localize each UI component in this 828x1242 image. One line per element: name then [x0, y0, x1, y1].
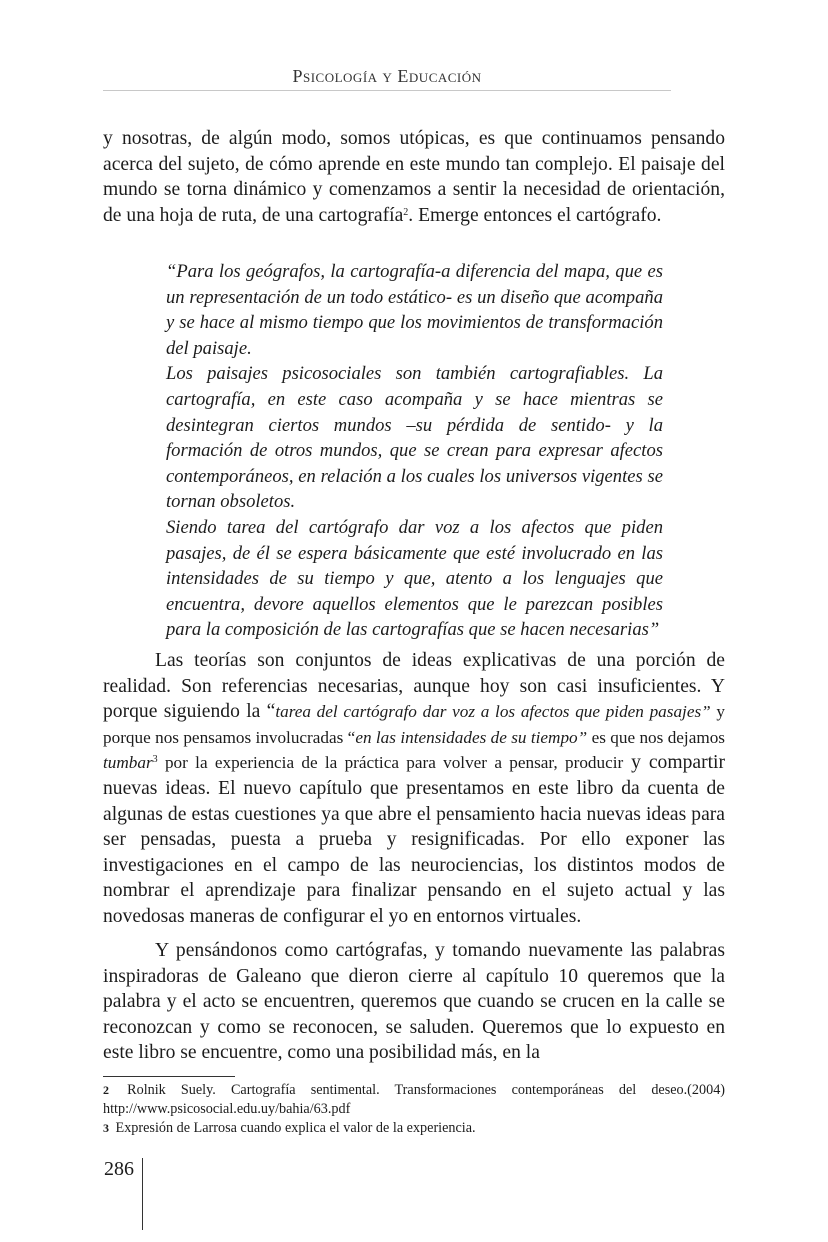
footnotes [103, 1081, 725, 1138]
paragraph-1 [103, 126, 725, 228]
footnote-3-text: Expresión de Larrosa cuando explica el valor de la experiencia. [115, 1120, 476, 1136]
paragraph-2-text-d: por la experiencia de la práctica para volver a pensar, producir [157, 753, 624, 773]
footnote-2-number: 2 [103, 1083, 109, 1097]
quote-inline-2: en las intensidades de su tiempo” [355, 727, 588, 747]
running-header: Psicología y Educación [292, 66, 482, 86]
paragraph-2-text-a: Las teorías son conjuntos de ideas explicativas de una porción de realidad. Son referencias necesarias, aunque hoy son casi insuficientes. Y porque siguiendo la “ [103, 650, 725, 723]
paragraph-2-text-b: y porque nos pensamos involucradas “ [103, 702, 726, 747]
paragraph-2-text-e: y compartir nuevas ideas. El nuevo capítulo que presentamos en este libro da cuenta de algunas de estas cuestiones ya que abre el pensamiento hacia nuevas ideas para ser pensadas, puesta a prueba y resignificadas. Por ello exponer las investigaciones en el campo de las neurociencias, los distintos modos de nombrar el aprendizaje para finalizar pensando en el sujeto actual y las novedosas maneras de configurar el yo en entornos virtuales. [103, 752, 726, 927]
paragraph-1-end: . Emerge entonces el cartógrafo. [408, 204, 662, 226]
footnote-rule [103, 1076, 235, 1077]
page-number-rule [142, 1158, 143, 1230]
footnote-3 [103, 1119, 725, 1138]
footnote-2-text[interactable]: Rolnik Suely. Cartografía sentimental. Transformaciones contemporáneas del deseo.(2004) http://www.psicosocial.edu.uy/bahia/63.pdf [103, 1082, 726, 1117]
word-tumbar: tumbar [103, 753, 153, 773]
paragraph-1-text: y nosotras, de algún modo, somos utópicas, es que continuamos pensando acerca del sujeto, de cómo aprende en este mundo tan complejo. El paisaje del mundo se torna dinámico y comenzamos a sentir la necesidad de orientación, de una hoja de ruta, de una cartografía [103, 128, 725, 226]
footnote-2 [103, 1081, 725, 1119]
quote-paragraph-2: Los paisajes psicosociales son también cartografiables. La cartografía, en este caso acompaña y se hace mientras se desintegran ciertos mundos –su pérdida de sentido- y la formación de otros mundos, que se crean para expresar afectos contemporáneos, en relación a los cuales los universos vigentes se tornan obsoletos. [166, 363, 663, 513]
quote-paragraph-1: “Para los geógrafos, la cartografía-a diferencia del mapa, que es un representación de un todo estático- es un diseño que acompaña y se hace al mismo tiempo que los movimientos de transformación del paisaje. [166, 261, 663, 359]
paragraph-3 [103, 938, 725, 1066]
quote-paragraph-3: Siendo tarea del cartógrafo dar voz a los afectos que piden pasajes, de él se espera básicamente que esté involucrado en las intensidades de su tiempo y que, atento a los lenguajes que encuentra, devore aquellos elementos que le parezcan posibles para la composición de las cartografías que se hacen necesarias” [166, 516, 663, 641]
header-rule [103, 90, 671, 91]
footnote-ref-2[interactable]: 2 [403, 206, 409, 218]
page-number: 286 [104, 1158, 134, 1180]
paragraph-2-text-c: es que nos dejamos [587, 727, 725, 747]
footnote-3-number: 3 [103, 1121, 109, 1135]
quote-inline-1: tarea del cartógrafo dar voz a los afectos que piden pasajes” [275, 702, 711, 722]
paragraph-2 [103, 648, 725, 930]
paragraph-3-text: Y pensándonos como cartógrafas, y tomando nuevamente las palabras inspiradoras de Galeano que dieron cierre al capítulo 10 queremos que la palabra y el acto se encuentren, queremos que cuando se crucen en la calle se reconozcan y como se reconocen, se saluden. Queremos que lo expuesto en este libro se encuentre, como una posibilidad más, en la [103, 940, 725, 1064]
block-quote [166, 259, 663, 643]
footnote-ref-3[interactable]: 3 [152, 754, 158, 766]
